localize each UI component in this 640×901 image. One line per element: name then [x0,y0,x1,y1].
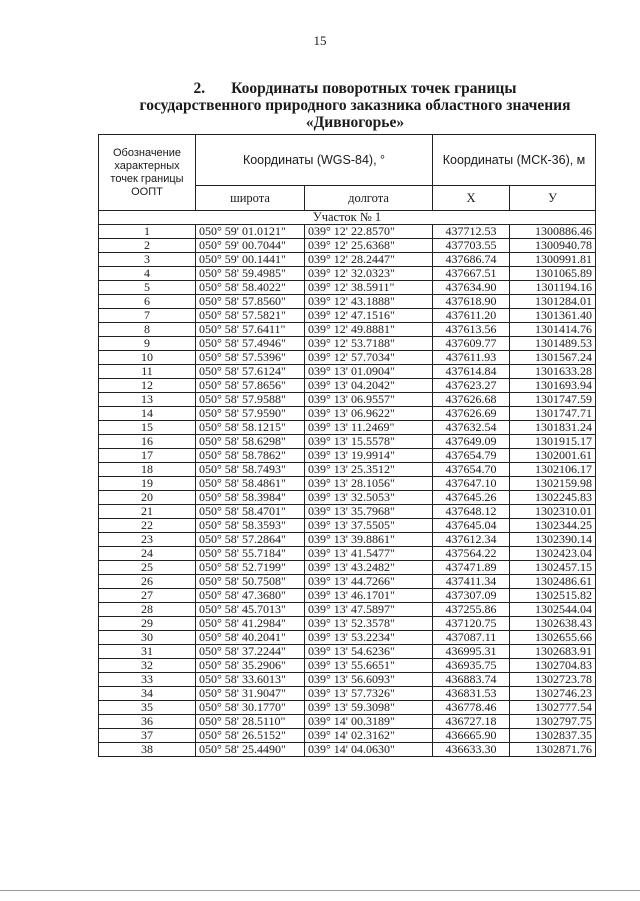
latitude-cell: 050° 58' 58.1215" [196,421,305,435]
table-row [99,631,596,645]
table-row [99,547,596,561]
y-cell: 1301831.24 [510,421,596,435]
table-row [99,729,596,743]
header-x: X [433,186,510,211]
longitude-cell: 039° 12' 49.8881" [305,323,433,337]
table-row [99,617,596,631]
point-number-cell: 23 [99,533,196,547]
x-cell: 436883.74 [433,673,510,687]
longitude-cell: 039° 13' 56.6093" [305,673,433,687]
table-row [99,743,596,757]
y-cell: 1301194.16 [510,281,596,295]
x-cell: 437645.26 [433,491,510,505]
y-cell: 1301065.89 [510,267,596,281]
y-cell: 1302457.15 [510,561,596,575]
y-cell: 1302746.23 [510,687,596,701]
page-bottom-edge [0,890,640,891]
y-cell: 1302837.35 [510,729,596,743]
x-cell: 437623.27 [433,379,510,393]
longitude-cell: 039° 13' 06.9622" [305,407,433,421]
table-row [99,337,596,351]
latitude-cell: 050° 58' 58.6298" [196,435,305,449]
x-cell: 436995.31 [433,645,510,659]
x-cell: 436633.30 [433,743,510,757]
y-cell: 1302390.14 [510,533,596,547]
longitude-cell: 039° 12' 32.0323" [305,267,433,281]
point-number-cell: 29 [99,617,196,631]
table-row [99,505,596,519]
x-cell: 437087.11 [433,631,510,645]
table-row [99,589,596,603]
x-cell: 437703.55 [433,239,510,253]
point-number-cell: 32 [99,659,196,673]
longitude-cell: 039° 12' 57.7034" [305,351,433,365]
y-cell: 1301747.71 [510,407,596,421]
x-cell: 436665.90 [433,729,510,743]
title-line-1-text: Координаты поворотных точек границы [231,80,517,97]
x-cell: 437611.93 [433,351,510,365]
y-cell: 1302683.91 [510,645,596,659]
y-cell: 1301915.17 [510,435,596,449]
x-cell: 437614.84 [433,365,510,379]
table-row [99,575,596,589]
x-cell: 437626.69 [433,407,510,421]
point-number-cell: 6 [99,295,196,309]
point-number-cell: 19 [99,477,196,491]
x-cell: 437654.79 [433,449,510,463]
point-number-cell: 20 [99,491,196,505]
x-cell: 437686.74 [433,253,510,267]
x-cell: 437634.90 [433,281,510,295]
y-cell: 1302515.82 [510,589,596,603]
point-number-cell: 12 [99,379,196,393]
table-body [99,211,596,757]
section-label: Участок № 1 [99,211,596,225]
point-number-cell: 38 [99,743,196,757]
longitude-cell: 039° 13' 47.5897" [305,603,433,617]
point-number-cell: 13 [99,393,196,407]
header-point-designation: Обозначение характерных точек границы ООПТ [99,135,196,211]
longitude-cell: 039° 13' 43.2482" [305,561,433,575]
x-cell: 437648.12 [433,505,510,519]
point-number-cell: 22 [99,519,196,533]
y-cell: 1302655.66 [510,631,596,645]
table-row [99,463,596,477]
y-cell: 1302159.98 [510,477,596,491]
table-row [99,239,596,253]
point-number-cell: 21 [99,505,196,519]
point-number-cell: 27 [99,589,196,603]
latitude-cell: 050° 58' 25.4490" [196,743,305,757]
y-cell: 1302245.83 [510,491,596,505]
table-row [99,435,596,449]
longitude-cell: 039° 13' 04.2042" [305,379,433,393]
table-row [99,407,596,421]
longitude-cell: 039° 13' 28.1056" [305,477,433,491]
latitude-cell: 050° 58' 47.3680" [196,589,305,603]
longitude-cell: 039° 13' 35.7968" [305,505,433,519]
x-cell: 437647.10 [433,477,510,491]
latitude-cell: 050° 58' 57.8560" [196,295,305,309]
x-cell: 437609.77 [433,337,510,351]
title-number: 2. [193,80,206,97]
y-cell: 1302310.01 [510,505,596,519]
point-number-cell: 18 [99,463,196,477]
header-wgs84: Координаты (WGS-84), ° [196,135,433,186]
table-row [99,561,596,575]
latitude-cell: 050° 58' 30.1770" [196,701,305,715]
latitude-cell: 050° 58' 58.4861" [196,477,305,491]
header-latitude: широта [196,186,305,211]
table-row [99,715,596,729]
latitude-cell: 050° 58' 50.7508" [196,575,305,589]
header-longitude: долгота [305,186,433,211]
point-number-cell: 31 [99,645,196,659]
latitude-cell: 050° 58' 59.4985" [196,267,305,281]
table-row [99,687,596,701]
y-cell: 1302871.76 [510,743,596,757]
table-row [99,295,596,309]
latitude-cell: 050° 58' 57.6411" [196,323,305,337]
y-cell: 1301414.76 [510,323,596,337]
latitude-cell: 050° 59' 00.1441" [196,253,305,267]
x-cell: 437611.20 [433,309,510,323]
point-number-cell: 14 [99,407,196,421]
longitude-cell: 039° 13' 25.3512" [305,463,433,477]
latitude-cell: 050° 58' 57.6124" [196,365,305,379]
longitude-cell: 039° 12' 47.1516" [305,309,433,323]
header-msk36: Координаты (МСК-36), м [433,135,596,186]
point-number-cell: 11 [99,365,196,379]
latitude-cell: 050° 58' 35.2906" [196,659,305,673]
y-cell: 1302486.61 [510,575,596,589]
point-number-cell: 5 [99,281,196,295]
y-cell: 1302638.43 [510,617,596,631]
longitude-cell: 039° 13' 55.6651" [305,659,433,673]
header-y: У [510,186,596,211]
latitude-cell: 050° 58' 28.5110" [196,715,305,729]
latitude-cell: 050° 58' 55.7184" [196,547,305,561]
latitude-cell: 050° 58' 41.2984" [196,617,305,631]
table-row [99,533,596,547]
x-cell: 436831.53 [433,687,510,701]
x-cell: 437649.09 [433,435,510,449]
table-row [99,701,596,715]
table-row [99,267,596,281]
x-cell: 437712.53 [433,225,510,239]
longitude-cell: 039° 13' 41.5477" [305,547,433,561]
point-number-cell: 35 [99,701,196,715]
latitude-cell: 050° 58' 58.7493" [196,463,305,477]
longitude-cell: 039° 13' 59.3098" [305,701,433,715]
latitude-cell: 050° 58' 57.9588" [196,393,305,407]
longitude-cell: 039° 13' 53.2234" [305,631,433,645]
table-header [99,135,596,211]
table-row [99,309,596,323]
y-cell: 1302723.78 [510,673,596,687]
y-cell: 1300886.46 [510,225,596,239]
x-cell: 437471.89 [433,561,510,575]
y-cell: 1301567.24 [510,351,596,365]
y-cell: 1302544.04 [510,603,596,617]
longitude-cell: 039° 12' 28.2447" [305,253,433,267]
point-number-cell: 7 [99,309,196,323]
title-line-3: «Дивногорье» [305,114,405,131]
latitude-cell: 050° 58' 58.3984" [196,491,305,505]
table-row [99,659,596,673]
y-cell: 1300940.78 [510,239,596,253]
y-cell: 1302344.25 [510,519,596,533]
table-row [99,351,596,365]
x-cell: 437626.68 [433,393,510,407]
longitude-cell: 039° 13' 01.0904" [305,365,433,379]
y-cell: 1302001.61 [510,449,596,463]
x-cell: 437632.54 [433,421,510,435]
table-row [99,253,596,267]
longitude-cell: 039° 13' 54.6236" [305,645,433,659]
point-number-cell: 8 [99,323,196,337]
longitude-cell: 039° 13' 37.5505" [305,519,433,533]
table-row [99,645,596,659]
table-row [99,519,596,533]
latitude-cell: 050° 58' 58.3593" [196,519,305,533]
longitude-cell: 039° 13' 52.3578" [305,617,433,631]
longitude-cell: 039° 13' 15.5578" [305,435,433,449]
x-cell: 437120.75 [433,617,510,631]
x-cell: 436935.75 [433,659,510,673]
longitude-cell: 039° 14' 00.3189" [305,715,433,729]
y-cell: 1301361.40 [510,309,596,323]
y-cell: 1302704.83 [510,659,596,673]
longitude-cell: 039° 12' 25.6368" [305,239,433,253]
longitude-cell: 039° 13' 06.9557" [305,393,433,407]
y-cell: 1301747.59 [510,393,596,407]
table-row [99,225,596,239]
point-number-cell: 2 [99,239,196,253]
latitude-cell: 050° 58' 57.2864" [196,533,305,547]
title-line-2: государственного природного заказника областного значения [139,97,571,114]
page-number: 15 [313,33,327,48]
point-number-cell: 24 [99,547,196,561]
table-row [99,323,596,337]
x-cell: 436727.18 [433,715,510,729]
latitude-cell: 050° 58' 57.5396" [196,351,305,365]
coordinates-table [98,134,596,757]
point-number-cell: 26 [99,575,196,589]
table-row [99,393,596,407]
latitude-cell: 050° 58' 58.4022" [196,281,305,295]
x-cell: 436778.46 [433,701,510,715]
latitude-cell: 050° 58' 26.5152" [196,729,305,743]
y-cell: 1301633.28 [510,365,596,379]
y-cell: 1301489.53 [510,337,596,351]
point-number-cell: 3 [99,253,196,267]
longitude-cell: 039° 13' 39.8861" [305,533,433,547]
point-number-cell: 9 [99,337,196,351]
latitude-cell: 050° 58' 58.4701" [196,505,305,519]
y-cell: 1301693.94 [510,379,596,393]
longitude-cell: 039° 13' 32.5053" [305,491,433,505]
y-cell: 1302777.54 [510,701,596,715]
latitude-cell: 050° 58' 57.4946" [196,337,305,351]
y-cell: 1302797.75 [510,715,596,729]
x-cell: 437618.90 [433,295,510,309]
section-row [99,211,596,225]
x-cell: 437613.56 [433,323,510,337]
latitude-cell: 050° 58' 40.2041" [196,631,305,645]
longitude-cell: 039° 14' 04.0630" [305,743,433,757]
latitude-cell: 050° 58' 33.6013" [196,673,305,687]
x-cell: 437307.09 [433,589,510,603]
x-cell: 437645.04 [433,519,510,533]
y-cell: 1302106.17 [510,463,596,477]
point-number-cell: 4 [99,267,196,281]
point-number-cell: 25 [99,561,196,575]
point-number-cell: 17 [99,449,196,463]
longitude-cell: 039° 13' 19.9914" [305,449,433,463]
x-cell: 437255.86 [433,603,510,617]
longitude-cell: 039° 12' 38.5911" [305,281,433,295]
longitude-cell: 039° 13' 46.1701" [305,589,433,603]
longitude-cell: 039° 14' 02.3162" [305,729,433,743]
latitude-cell: 050° 58' 45.7013" [196,603,305,617]
latitude-cell: 050° 59' 01.0121" [196,225,305,239]
table-row [99,491,596,505]
point-number-cell: 36 [99,715,196,729]
table-row [99,365,596,379]
point-number-cell: 33 [99,673,196,687]
table-row [99,379,596,393]
table-row [99,449,596,463]
longitude-cell: 039° 13' 11.2469" [305,421,433,435]
x-cell: 437564.22 [433,547,510,561]
y-cell: 1301284.01 [510,295,596,309]
table-row [99,281,596,295]
table-row [99,421,596,435]
latitude-cell: 050° 59' 00.7044" [196,239,305,253]
point-number-cell: 34 [99,687,196,701]
latitude-cell: 050° 58' 58.7862" [196,449,305,463]
x-cell: 437654.70 [433,463,510,477]
latitude-cell: 050° 58' 31.9047" [196,687,305,701]
point-number-cell: 10 [99,351,196,365]
section-title [95,80,615,131]
table-row [99,673,596,687]
point-number-cell: 30 [99,631,196,645]
point-number-cell: 16 [99,435,196,449]
longitude-cell: 039° 12' 22.8570" [305,225,433,239]
longitude-cell: 039° 13' 44.7266" [305,575,433,589]
latitude-cell: 050° 58' 57.5821" [196,309,305,323]
latitude-cell: 050° 58' 57.8656" [196,379,305,393]
longitude-cell: 039° 12' 43.1888" [305,295,433,309]
longitude-cell: 039° 12' 53.7188" [305,337,433,351]
table-row [99,603,596,617]
point-number-cell: 37 [99,729,196,743]
point-number-cell: 15 [99,421,196,435]
title-line-1 [95,80,615,97]
y-cell: 1302423.04 [510,547,596,561]
latitude-cell: 050° 58' 37.2244" [196,645,305,659]
table-row [99,477,596,491]
longitude-cell: 039° 13' 57.7326" [305,687,433,701]
x-cell: 437667.51 [433,267,510,281]
latitude-cell: 050° 58' 57.9590" [196,407,305,421]
y-cell: 1300991.81 [510,253,596,267]
point-number-cell: 28 [99,603,196,617]
x-cell: 437612.34 [433,533,510,547]
point-number-cell: 1 [99,225,196,239]
x-cell: 437411.34 [433,575,510,589]
latitude-cell: 050° 58' 52.7199" [196,561,305,575]
